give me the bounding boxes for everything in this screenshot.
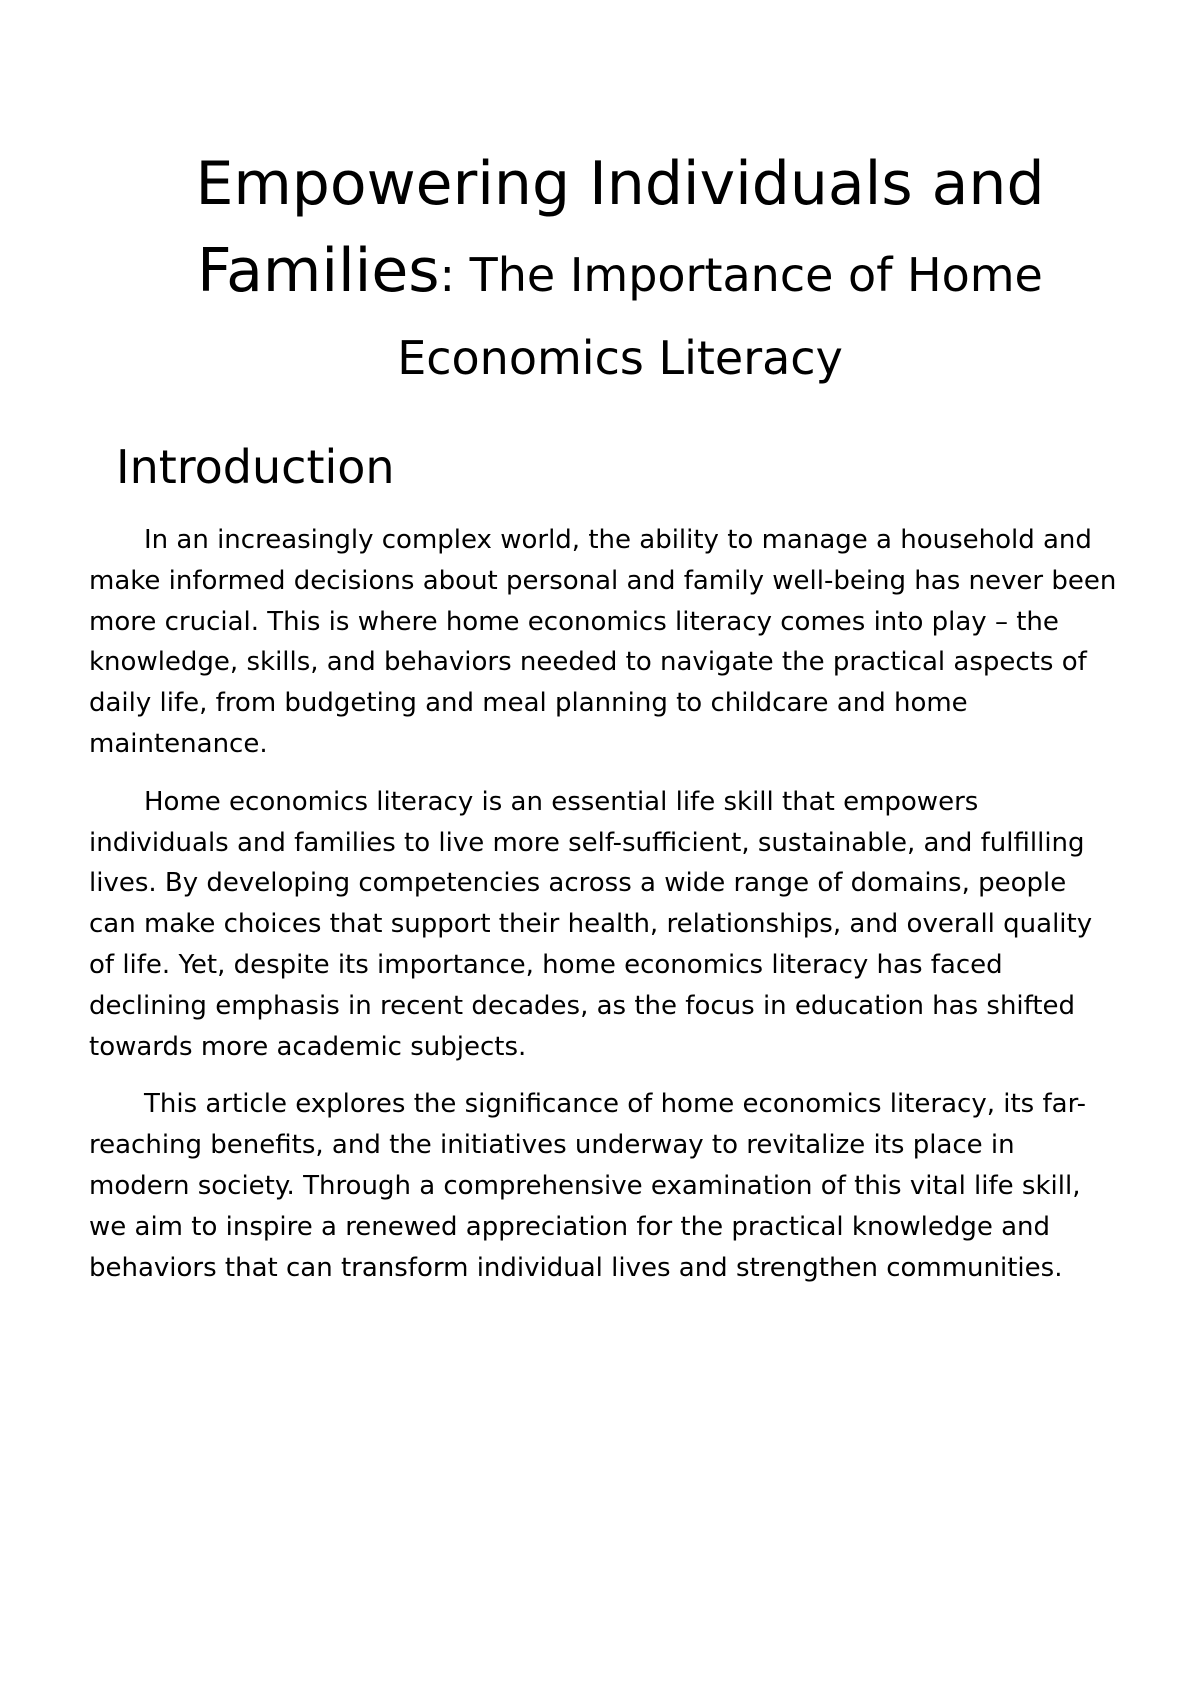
paragraph-2: Home economics literacy is an essential life skill that empowers individuals and families to live more self-sufficient, sustainable, and fulfilling lives. By developing competencies across a wide range of domains, people can make choices that support their health, relationships, and overall quality of life. Yet, despite its importance, home economics literacy has faced declining emphasis in recent decades, as the focus in education has shifted towards more academic subjects.: [89, 786, 1093, 1062]
title-subtitle-part-2: Economics Literacy: [397, 331, 843, 385]
paragraph-3: This article explores the significance of home economics literacy, its far-reaching benefits, and the initiatives underway to revitalize its place in modern society. Through a comprehensive examination of this vital life skill, we aim to inspire a renewed appreciation for the practical knowledge and behaviors that can transform individual lives and strengthen communities.: [89, 1089, 1086, 1283]
title-subtitle-part-1: : The Importance of Home: [439, 248, 1043, 302]
title-families-word: Families: [197, 236, 440, 306]
title-main-text: Empowering Individuals and: [195, 149, 1045, 219]
title-line-2: [150, 235, 1090, 322]
document-title: [150, 148, 1090, 405]
body-text: [89, 520, 1119, 1305]
title-line-3: [150, 322, 1090, 405]
title-line-1: [150, 148, 1090, 235]
paragraph-1: In an increasingly complex world, the ability to manage a household and make informed decisions about personal and family well-being has never been more crucial. This is where home economics literacy comes into play – the knowledge, skills, and behaviors needed to navigate the practical aspects of daily life, from budgeting and meal planning to childcare and home maintenance.: [89, 525, 1117, 759]
section-heading-introduction: Introduction: [116, 440, 395, 494]
